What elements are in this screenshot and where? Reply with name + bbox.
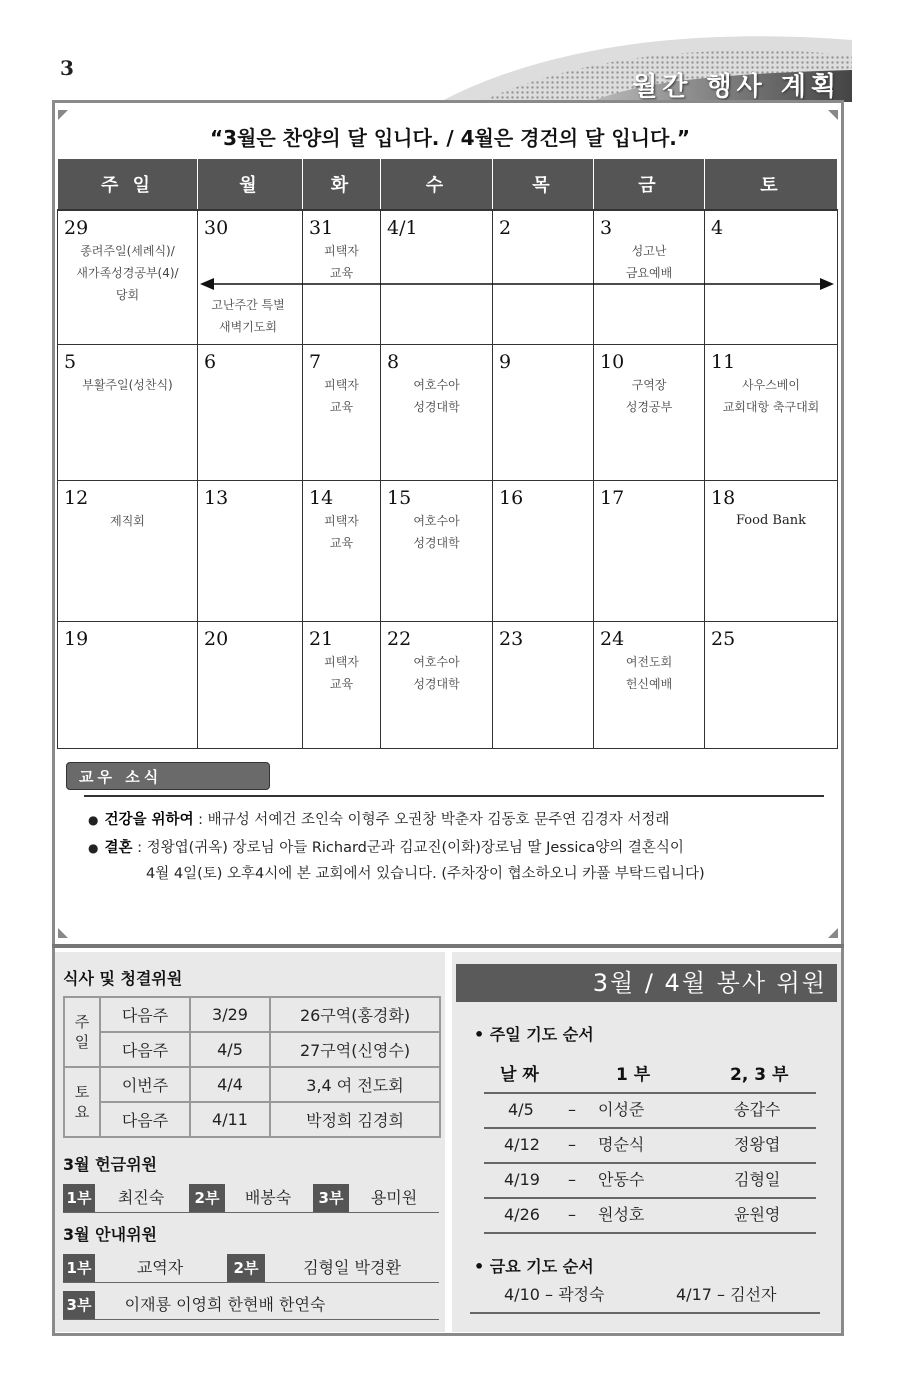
news-divider	[84, 795, 824, 797]
bullet-icon: ●	[88, 813, 99, 827]
day-event: 새가족성경공부(4)/	[76, 266, 179, 280]
corner-mark	[828, 110, 838, 120]
calendar-week-row	[58, 621, 838, 748]
usher-label: 1부	[63, 1254, 95, 1282]
day-event: 교육	[329, 676, 354, 691]
news-tag: 교우 소식	[66, 762, 270, 790]
page-number: 3	[60, 56, 74, 80]
header-date: 날 짜	[500, 1065, 539, 1085]
calendar-day-cell	[381, 344, 493, 480]
day-number: 24	[600, 627, 625, 650]
calendar-day-cell	[381, 480, 493, 621]
prayer-first: 이성준	[598, 1100, 645, 1119]
prayer-dash: –	[568, 1135, 576, 1154]
prayer-dash: –	[568, 1170, 576, 1189]
calendar-table	[57, 158, 838, 749]
prayer-first: 원성호	[598, 1205, 645, 1224]
day-event: 성경대학	[413, 535, 460, 550]
prayer-first: 명순식	[598, 1135, 645, 1154]
usher-title: 3월 안내위원	[63, 1225, 157, 1244]
table-cell: 다음주	[100, 997, 190, 1032]
day-event: 피택자	[324, 244, 359, 258]
usher-name: 이재룡 이영희 한현배 한연숙	[124, 1295, 326, 1314]
corner-mark	[58, 928, 68, 938]
day-event: 교회대항 축구대회	[722, 399, 820, 414]
day-event: 여전도회	[625, 654, 673, 669]
prayer-row	[484, 1093, 816, 1129]
bullet-icon: ●	[88, 841, 99, 855]
day-number: 3	[600, 217, 613, 239]
day-event: 피택자	[324, 654, 359, 669]
day-number: 20	[204, 627, 229, 650]
calendar-week-row	[58, 480, 838, 621]
day-number: 14	[309, 486, 334, 509]
day-event: 교육	[329, 535, 354, 550]
calendar-day-cell	[493, 344, 594, 480]
day-event: 당회	[115, 288, 140, 302]
usher-label: 3부	[63, 1291, 95, 1319]
day-event: 금요예배	[625, 266, 673, 280]
header-second: 2, 3 부	[730, 1065, 789, 1085]
day-number: 11	[711, 350, 736, 373]
prayer-date: 4/12	[504, 1135, 540, 1154]
table-row	[64, 1032, 440, 1067]
usher-bar	[63, 1291, 439, 1320]
table-row	[64, 1067, 440, 1102]
day-number: 5	[64, 350, 77, 373]
service-title: 3월 / 4월 봉사 위원	[456, 964, 837, 1002]
sunday-prayer-title: • 주일 기도 순서	[474, 1025, 594, 1044]
day-event: 종려주일(세례식)/	[80, 244, 175, 258]
monthly-motto: “3월은 찬양의 달 입니다. / 4월은 경건의 달 입니다.”	[209, 126, 691, 150]
table-cell: 박정희 김경희	[270, 1102, 440, 1137]
prayer-row	[484, 1198, 816, 1234]
day-number: 13	[204, 486, 229, 509]
section-title: 월간 행사 계획	[632, 72, 841, 102]
prayer-date: 4/19	[504, 1170, 540, 1189]
section-divider	[52, 944, 844, 948]
calendar-day-cell	[198, 344, 303, 480]
wedding-text-cont: 4월 4일(토) 오후4시에 본 교회에서 있습니다. (주차장이 협소하오니 카풀 부탁드립니다)	[146, 866, 705, 882]
table-cell: 3,4 여 전도회	[270, 1067, 440, 1102]
day-event: 사우스베이	[742, 377, 800, 392]
friday-prayer-title: • 금요 기도 순서	[474, 1257, 594, 1276]
day-number: 15	[387, 486, 412, 509]
table-cell: 4/11	[190, 1102, 270, 1137]
calendar-day-cell	[594, 621, 705, 748]
day-number: 7	[309, 350, 322, 373]
calendar-day-cell	[493, 480, 594, 621]
day-number: 18	[711, 486, 736, 509]
span-event: 새벽기도회	[219, 320, 277, 334]
day-event: 제직회	[110, 513, 145, 528]
day-number: 10	[600, 350, 625, 373]
day-number: 6	[204, 350, 217, 373]
day-number: 17	[600, 486, 625, 509]
prayer-date: 4/5	[508, 1100, 534, 1119]
day-number: 9	[499, 350, 512, 373]
offering-name: 최진숙	[117, 1188, 165, 1207]
calendar-day-cell	[58, 621, 198, 748]
double-arrow-icon	[200, 276, 834, 292]
group-label: 주 일	[64, 997, 100, 1067]
calendar-day-cell	[705, 480, 838, 621]
calendar-day-cell	[705, 621, 838, 748]
day-event: 구역장	[631, 377, 667, 392]
day-event: 여호수아	[413, 377, 460, 392]
day-number: 8	[387, 350, 400, 373]
day-event: 헌신예배	[625, 676, 673, 691]
prayer-first: 안동수	[598, 1170, 645, 1189]
friday-prayer-item: 4/10 – 곽정숙	[504, 1285, 605, 1304]
prayer-dash: –	[568, 1100, 576, 1119]
day-event: 성경공부	[625, 399, 673, 414]
prayer-row	[484, 1163, 816, 1199]
day-event: 여호수아	[413, 513, 460, 528]
calendar-day-cell	[594, 344, 705, 480]
day-event: 성경대학	[413, 676, 460, 691]
prayer-second: 송갑수	[734, 1100, 781, 1119]
calendar-day-cell	[58, 210, 198, 344]
day-event: 피택자	[324, 377, 359, 392]
news-health	[88, 808, 669, 829]
calendar-day-cell	[303, 621, 381, 748]
health-text: : 배규성 서예건 조인숙 이형주 오권창 박춘자 김동호 문주연 김경자 서정래	[193, 812, 670, 828]
day-event: 부활주일(성찬식)	[82, 377, 173, 392]
offering-label: 2부	[189, 1184, 225, 1212]
usher-name: 김형일 박경환	[303, 1258, 401, 1277]
weekday-wed: 수	[381, 159, 493, 211]
weekday-mon: 월	[198, 159, 303, 211]
usher-label: 2부	[227, 1254, 265, 1282]
table-cell: 4/5	[190, 1032, 270, 1067]
friday-prayer-row	[470, 1278, 820, 1314]
wedding-label: 결혼	[104, 840, 133, 856]
table-cell: 27구역(신영수)	[270, 1032, 440, 1067]
corner-mark	[58, 110, 68, 120]
corner-mark	[828, 928, 838, 938]
day-number: 31	[309, 217, 334, 239]
header-first: 1 부	[616, 1065, 651, 1085]
news-wedding	[88, 836, 684, 857]
offering-label: 3부	[313, 1184, 349, 1212]
calendar-day-cell	[303, 344, 381, 480]
day-number: 4/1	[387, 217, 418, 239]
day-number: 2	[499, 217, 512, 239]
day-number: 29	[64, 217, 89, 239]
calendar-week-row	[58, 344, 838, 480]
prayer-second: 정왕엽	[734, 1135, 781, 1154]
day-event: 교육	[329, 266, 354, 280]
day-number: 16	[499, 486, 524, 509]
meal-title: 식사 및 청결위원	[63, 969, 183, 988]
calendar-day-cell	[303, 480, 381, 621]
group-label: 토 요	[64, 1067, 100, 1137]
offering-label: 1부	[63, 1184, 95, 1212]
prayer-second: 윤원영	[734, 1205, 781, 1224]
calendar-day-cell	[58, 480, 198, 621]
day-event: 성경대학	[413, 399, 460, 414]
usher-name: 교역자	[136, 1258, 184, 1277]
day-number: 4	[711, 217, 724, 239]
calendar-day-cell	[493, 621, 594, 748]
table-row	[64, 997, 440, 1032]
wedding-text: : 정왕엽(귀옥) 장로님 아들 Richard군과 김교진(이화)장로님 딸 Jessica양의 결혼식이	[132, 840, 684, 856]
day-number: 21	[309, 627, 334, 650]
table-cell: 3/29	[190, 997, 270, 1032]
calendar-day-cell	[58, 344, 198, 480]
table-cell: 26구역(홍경화)	[270, 997, 440, 1032]
offering-name: 배봉숙	[244, 1188, 292, 1207]
calendar-day-cell	[198, 621, 303, 748]
prayer-header-row	[484, 1058, 816, 1094]
calendar-day-cell	[198, 480, 303, 621]
weekday-tue: 화	[303, 159, 381, 211]
day-number: 30	[204, 217, 229, 239]
weekday-sun: 주 일	[58, 159, 198, 211]
weekday-thu: 목	[493, 159, 594, 211]
day-event: 피택자	[324, 513, 359, 528]
day-event: Food Bank	[736, 512, 806, 528]
prayer-row	[484, 1128, 816, 1164]
day-number: 12	[64, 486, 89, 509]
table-row	[64, 1102, 440, 1137]
weekday-header-row	[58, 159, 838, 211]
calendar-day-cell	[705, 344, 838, 480]
calendar-day-cell	[381, 621, 493, 748]
span-event: 고난주간 특별	[211, 298, 285, 312]
day-event: 교육	[329, 399, 354, 414]
day-number: 23	[499, 627, 524, 650]
usher-bar	[63, 1254, 439, 1283]
day-event: 여호수아	[413, 654, 460, 669]
prayer-second: 김형일	[734, 1170, 781, 1189]
table-cell: 이번주	[100, 1067, 190, 1102]
friday-prayer-item: 4/17 – 김선자	[676, 1285, 777, 1304]
offering-title: 3월 헌금위원	[63, 1155, 157, 1174]
health-label: 건강을 위하여	[104, 812, 194, 828]
meal-table	[63, 996, 441, 1138]
day-number: 19	[64, 627, 89, 650]
day-event: 성고난	[631, 244, 667, 258]
offering-name: 용미원	[370, 1188, 418, 1207]
table-cell: 다음주	[100, 1032, 190, 1067]
calendar-day-cell	[594, 480, 705, 621]
day-number: 25	[711, 627, 736, 650]
table-cell: 다음주	[100, 1102, 190, 1137]
prayer-dash: –	[568, 1205, 576, 1224]
day-number: 22	[387, 627, 412, 650]
weekday-fri: 금	[594, 159, 705, 211]
offering-bar	[63, 1184, 439, 1213]
prayer-date: 4/26	[504, 1205, 540, 1224]
weekday-sat: 토	[705, 159, 838, 211]
table-cell: 4/4	[190, 1067, 270, 1102]
